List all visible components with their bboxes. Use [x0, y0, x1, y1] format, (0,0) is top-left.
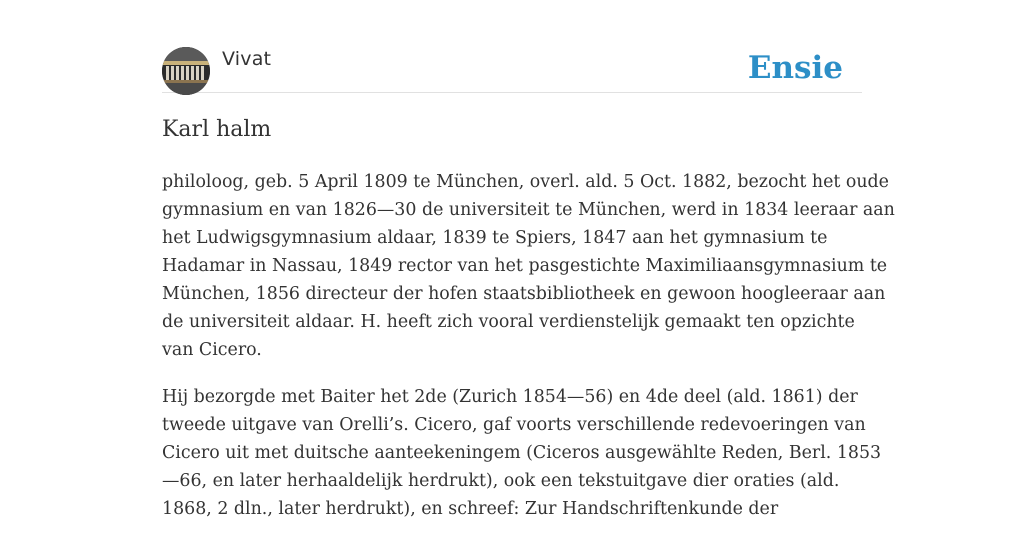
- text-line: Hadamar in Nassau, 1849 rector van het pasgestichte Maximiliaansgymnasium te: [162, 256, 888, 276]
- text-line: van Cicero.: [162, 340, 262, 360]
- brand-logo[interactable]: Ensie: [747, 50, 843, 86]
- bookshelf-icon: [162, 47, 210, 95]
- author-avatar[interactable]: [162, 47, 210, 95]
- text-line: 1868, 2 dln., later herdrukt), en schreef: Zur Handschriftenkunde der: [162, 499, 779, 519]
- text-line: Cicero uit met duitsche aanteekeningem (Ciceros ausgewählte Reden, Berl. 1853: [162, 443, 882, 463]
- text-line: philoloog, geb. 5 April 1809 te München, overl. ald. 5 Oct. 1882, bezocht het oude: [162, 172, 889, 192]
- text-line: gymnasium en van 1826—30 de universiteit te München, werd in 1834 leeraar aan: [162, 200, 895, 220]
- author-name[interactable]: Vivat: [222, 48, 272, 70]
- article-title: Karl halm: [162, 117, 272, 142]
- text-line: het Ludwigsgymnasium aldaar, 1839 te Spiers, 1847 aan het gymnasium te: [162, 228, 828, 248]
- text-line: —66, en later herhaaldelijk herdrukt), ook een tekstuitgave dier oraties (ald.: [162, 471, 840, 491]
- text-line: München, 1856 directeur der hofen staatsbibliotheek en gewoon hoogleeraar aan: [162, 284, 886, 304]
- paragraph: [162, 168, 895, 364]
- text-line: de universiteit aldaar. H. heeft zich vooral verdienstelijk gemaakt ten opzichte: [162, 312, 855, 332]
- paragraph: [162, 383, 882, 523]
- text-line: Hij bezorgde met Baiter het 2de (Zurich 1854—56) en 4de deel (ald. 1861) der: [162, 387, 858, 407]
- header: [162, 46, 862, 93]
- article-body: [162, 168, 895, 542]
- text-line: tweede uitgave van Orelli’s. Cicero, gaf voorts verschillende redevoeringen van: [162, 415, 866, 435]
